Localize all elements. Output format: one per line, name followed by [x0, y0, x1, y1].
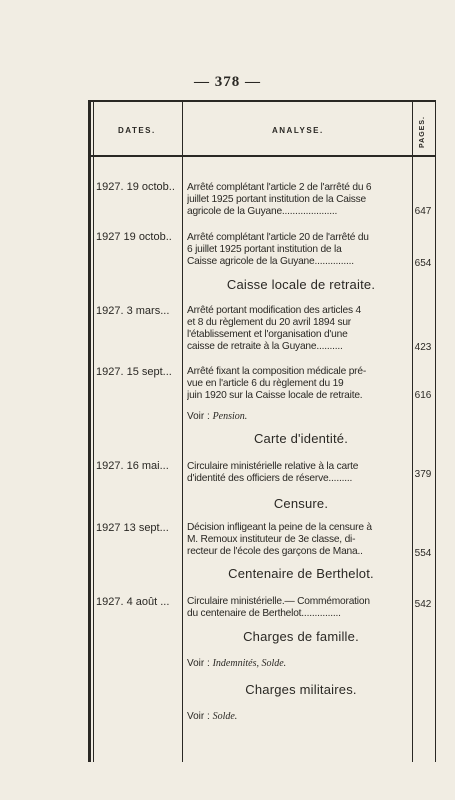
entry-line: 6 juillet 1925 portant institution de la	[187, 244, 342, 255]
entry-date: 1927. 15 sept...	[96, 366, 172, 378]
header-pages: PAGES.	[419, 116, 426, 148]
entry-line: Arrêté fixant la composition médicale pré-	[187, 366, 367, 377]
table-left-border-inner	[93, 100, 94, 762]
section-heading: Caisse locale de retraite.	[226, 277, 376, 292]
see-also	[187, 658, 286, 669]
section-heading: Centenaire de Berthelot.	[228, 566, 374, 581]
entry-line: Circulaire ministérielle.— Commémoration	[187, 596, 370, 607]
page-number: — 378 —	[194, 74, 261, 90]
section-heading: Censure.	[273, 496, 329, 511]
entry-date: 1927. 16 mai...	[96, 460, 169, 472]
entry-date: 1927. 4 août ...	[96, 596, 170, 608]
entry-line: Caisse agricole de la Guyane...............	[187, 256, 354, 267]
entry-line: vue en l'article 6 du règlement du 19	[187, 378, 344, 389]
entry-line: Décision infligeant la peine de la censure à	[187, 522, 372, 533]
entry-line: l'établissement et l'organisation d'une	[187, 329, 348, 340]
entry-page: 647	[414, 206, 432, 217]
entry-line: Arrêté complétant l'article 2 de l'arrêté du 6	[187, 182, 372, 193]
entry-line: juillet 1925 portant institution de la Caisse	[187, 194, 367, 205]
entry-text	[187, 366, 415, 402]
see-also-ref: Indemnités, Solde.	[212, 658, 287, 669]
entry-text	[187, 305, 415, 353]
entry-text	[187, 232, 415, 268]
entry-page: 554	[414, 548, 432, 559]
entry-page: 379	[414, 469, 432, 480]
table-right-border	[435, 100, 436, 762]
entry-line: du centenaire de Berthelot...............	[187, 608, 341, 619]
entry-date: 1927 19 octob..	[96, 231, 172, 243]
section-heading: Carte d'identité.	[253, 431, 349, 446]
entry-line: M. Remoux instituteur de 3e classe, di-	[187, 534, 356, 545]
entry-page: 542	[414, 599, 432, 610]
entry-page: 654	[414, 258, 432, 269]
entry-line: juin 1920 sur la Caisse locale de retraite.	[187, 390, 363, 401]
entry-date: 1927 13 sept...	[96, 522, 169, 534]
entry-line: recteur de l'école des garçons de Mana..	[187, 546, 363, 557]
header-bottom-border	[88, 155, 436, 157]
table-left-border-outer	[88, 100, 91, 762]
see-also-ref: Pension.	[212, 411, 248, 422]
entry-line: Circulaire ministérielle relative à la carte	[187, 461, 359, 472]
entry-date: 1927. 19 octob..	[96, 181, 175, 193]
entry-text	[187, 182, 415, 218]
header-dates: DATES.	[118, 126, 156, 135]
entry-line: agricole de la Guyane.....................	[187, 206, 338, 217]
see-also-label: Voir :	[187, 711, 210, 722]
see-also-ref: Solde.	[212, 711, 238, 722]
entry-page: 423	[414, 342, 432, 353]
entry-line: Arrêté portant modification des articles 4	[187, 305, 361, 316]
entry-line: caisse de retraite à la Guyane..........	[187, 341, 343, 352]
entry-text	[187, 596, 415, 620]
column-divider-dates	[182, 100, 183, 762]
entry-line: et 8 du règlement du 20 avril 1894 sur	[187, 317, 351, 328]
section-heading: Charges militaires.	[245, 682, 357, 697]
header-analyse: ANALYSE.	[272, 126, 324, 135]
see-also	[187, 711, 237, 722]
entry-line: d'identité des officiers de réserve.........	[187, 473, 353, 484]
entry-date: 1927. 3 mars...	[96, 305, 170, 317]
entry-text	[187, 461, 415, 485]
section-heading: Charges de famille.	[243, 629, 359, 644]
table-top-border	[88, 100, 436, 102]
see-also	[187, 411, 247, 422]
see-also-label: Voir :	[187, 411, 210, 422]
entry-text	[187, 522, 415, 558]
entry-line: Arrêté complétant l'article 20 de l'arrêté du	[187, 232, 369, 243]
entry-page: 616	[414, 390, 432, 401]
see-also-label: Voir :	[187, 658, 210, 669]
